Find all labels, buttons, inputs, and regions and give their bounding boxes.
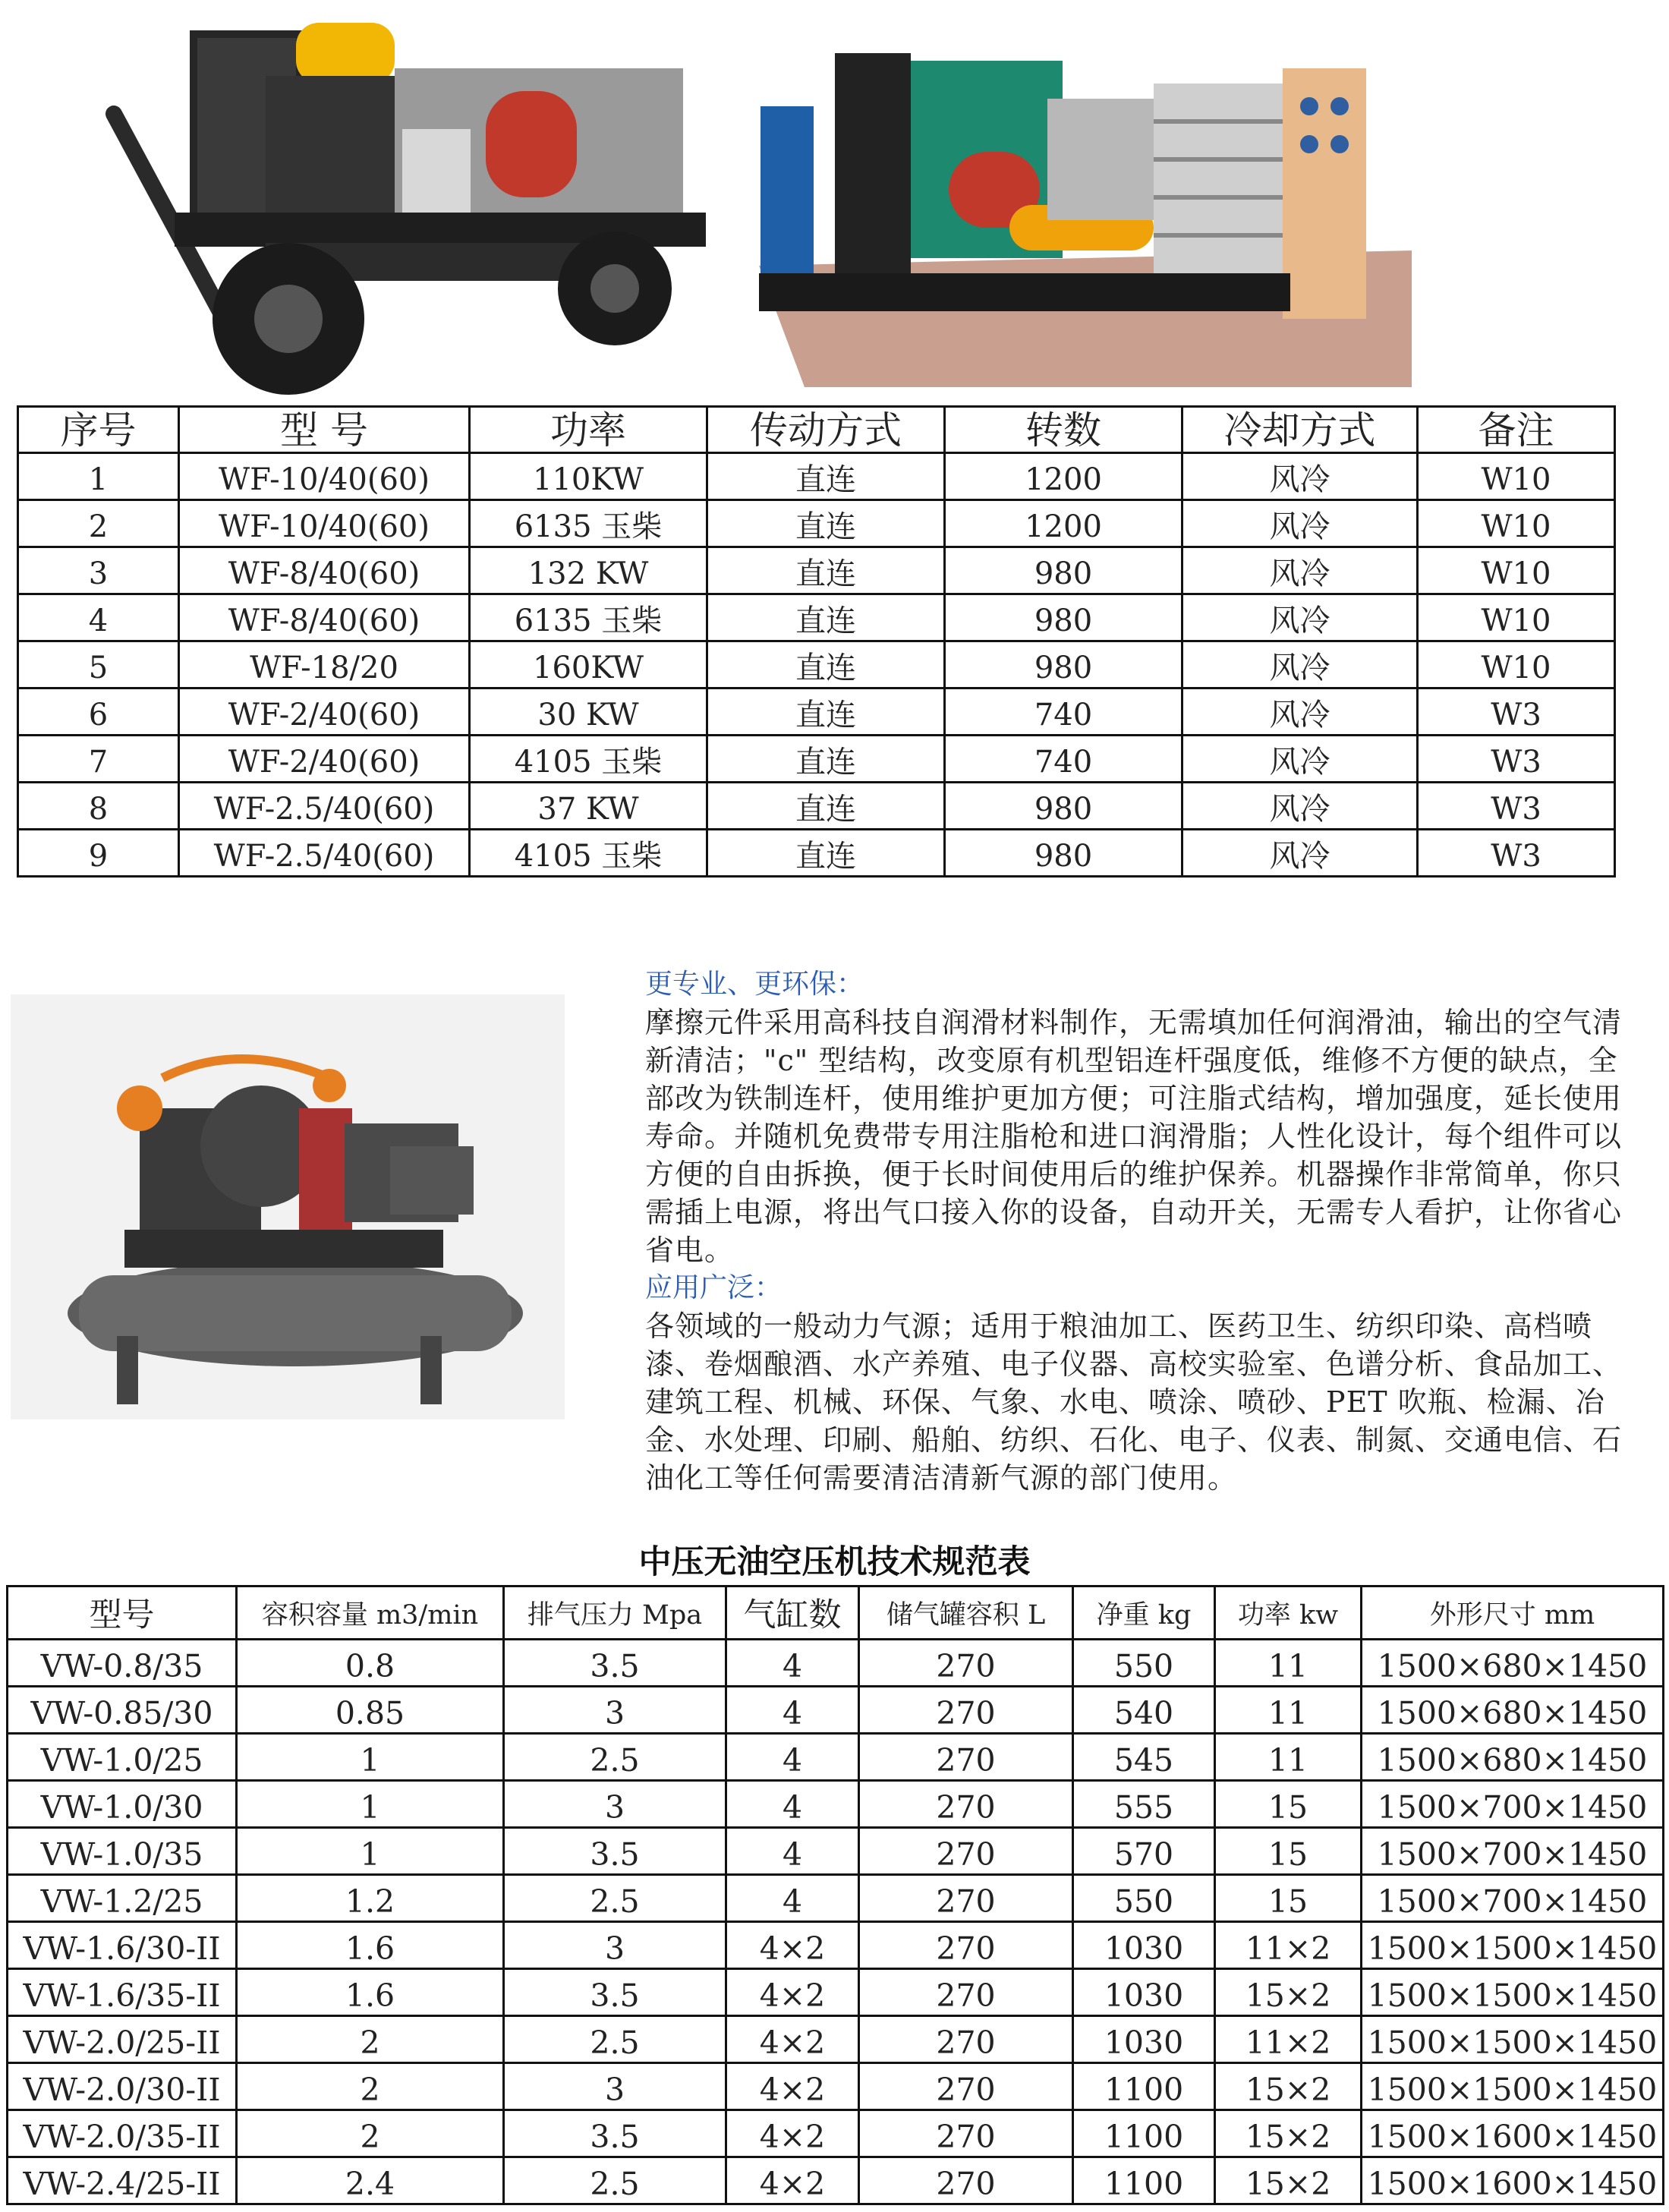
table-cell: 270 bbox=[859, 1687, 1073, 1734]
table-row bbox=[8, 2110, 1664, 2157]
trailer-compressor-photo bbox=[91, 15, 713, 402]
table-cell: 2.5 bbox=[504, 2016, 726, 2063]
table-cell: 1100 bbox=[1073, 2157, 1215, 2204]
table-cell: 30 KW bbox=[470, 688, 707, 736]
header-cell: 净重 kg bbox=[1073, 1587, 1215, 1640]
table-cell: VW-2.0/25-II bbox=[8, 2016, 237, 2063]
header-cell: 排气压力 Mpa bbox=[504, 1587, 726, 1640]
table-cell: 8 bbox=[18, 783, 179, 830]
table-cell: 风冷 bbox=[1182, 547, 1418, 594]
table-cell: 11×2 bbox=[1215, 2016, 1362, 2063]
table-cell: W10 bbox=[1418, 594, 1615, 641]
table-row bbox=[8, 1969, 1664, 2016]
table-cell: 4 bbox=[726, 1640, 859, 1687]
feature-section-title: 更专业、更环保： bbox=[645, 969, 864, 1000]
table-cell: 11 bbox=[1215, 1687, 1362, 1734]
table-cell: 风冷 bbox=[1182, 641, 1418, 688]
table-cell: 直连 bbox=[707, 736, 945, 783]
table-header-row bbox=[18, 407, 1615, 453]
table-cell: 11 bbox=[1215, 1640, 1362, 1687]
table-cell: 2 bbox=[237, 2016, 504, 2063]
table-cell: 3 bbox=[504, 2063, 726, 2110]
table-cell: 4×2 bbox=[726, 2016, 859, 2063]
header-cell: 容积容量 m3/min bbox=[237, 1587, 504, 1640]
table-cell: 550 bbox=[1073, 1640, 1215, 1687]
header-cell: 功率 kw bbox=[1215, 1587, 1362, 1640]
table-cell: WF-2/40(60) bbox=[179, 688, 470, 736]
table-cell: 270 bbox=[859, 1922, 1073, 1969]
table-cell: 1500×680×1450 bbox=[1362, 1640, 1664, 1687]
table-row bbox=[8, 1922, 1664, 1969]
table-row bbox=[8, 2016, 1664, 2063]
table-cell: 风冷 bbox=[1182, 594, 1418, 641]
table-cell: 270 bbox=[859, 2016, 1073, 2063]
table-cell: 1.6 bbox=[237, 1922, 504, 1969]
table-cell: 4 bbox=[726, 1828, 859, 1875]
table-cell: 6135 玉柴 bbox=[470, 500, 707, 547]
table-cell: 15×2 bbox=[1215, 2157, 1362, 2204]
header-cell: 备注 bbox=[1418, 407, 1615, 453]
table-cell: W10 bbox=[1418, 453, 1615, 500]
table-row bbox=[18, 547, 1615, 594]
table-cell: 0.8 bbox=[237, 1640, 504, 1687]
table-row bbox=[18, 641, 1615, 688]
table-cell: 15×2 bbox=[1215, 2110, 1362, 2157]
table-header-row bbox=[8, 1587, 1664, 1640]
table-cell: W3 bbox=[1418, 783, 1615, 830]
table-cell: 110KW bbox=[470, 453, 707, 500]
table-cell: 740 bbox=[945, 688, 1182, 736]
table-cell: 270 bbox=[859, 1640, 1073, 1687]
table-cell: 545 bbox=[1073, 1734, 1215, 1781]
header-cell: 功率 bbox=[470, 407, 707, 453]
table-row bbox=[8, 1828, 1664, 1875]
table-row bbox=[18, 453, 1615, 500]
table-cell: 3 bbox=[504, 1781, 726, 1828]
table-cell: 4105 玉柴 bbox=[470, 830, 707, 877]
table-cell: 4 bbox=[726, 1781, 859, 1828]
table-cell: 直连 bbox=[707, 453, 945, 500]
table-cell: 270 bbox=[859, 1781, 1073, 1828]
table-cell: 1200 bbox=[945, 453, 1182, 500]
table-cell: VW-1.6/35-II bbox=[8, 1969, 237, 2016]
table-cell: 1500×1500×1450 bbox=[1362, 2016, 1664, 2063]
header-cell: 储气罐容积 L bbox=[859, 1587, 1073, 1640]
table-cell: WF-10/40(60) bbox=[179, 453, 470, 500]
table-cell: 270 bbox=[859, 1875, 1073, 1922]
table-cell: 550 bbox=[1073, 1875, 1215, 1922]
header-cell: 外形尺寸 mm bbox=[1362, 1587, 1664, 1640]
table-cell: W3 bbox=[1418, 736, 1615, 783]
table-cell: 1 bbox=[237, 1828, 504, 1875]
table-cell: 4105 玉柴 bbox=[470, 736, 707, 783]
table-cell: 980 bbox=[945, 594, 1182, 641]
table-cell: 270 bbox=[859, 2110, 1073, 2157]
table-cell: 270 bbox=[859, 1828, 1073, 1875]
table-cell: 4 bbox=[726, 1875, 859, 1922]
table-cell: 2.4 bbox=[237, 2157, 504, 2204]
table-cell: 直连 bbox=[707, 783, 945, 830]
table-cell: 570 bbox=[1073, 1828, 1215, 1875]
table-cell: 3 bbox=[18, 547, 179, 594]
table-cell: 980 bbox=[945, 547, 1182, 594]
table-cell: 1500×1600×1450 bbox=[1362, 2157, 1664, 2204]
table-cell: 1.6 bbox=[237, 1969, 504, 2016]
table-cell: WF-18/20 bbox=[179, 641, 470, 688]
table-cell: 直连 bbox=[707, 500, 945, 547]
table-cell: 5 bbox=[18, 641, 179, 688]
table-cell: W10 bbox=[1418, 641, 1615, 688]
table-cell: 风冷 bbox=[1182, 830, 1418, 877]
table-cell: 9 bbox=[18, 830, 179, 877]
table-row bbox=[8, 2063, 1664, 2110]
table-cell: 3.5 bbox=[504, 1828, 726, 1875]
product-description bbox=[645, 966, 1624, 1497]
table-cell: 4×2 bbox=[726, 2063, 859, 2110]
table-cell: WF-8/40(60) bbox=[179, 547, 470, 594]
table-cell: 3 bbox=[504, 1687, 726, 1734]
table-cell: 270 bbox=[859, 1734, 1073, 1781]
table-cell: 15 bbox=[1215, 1781, 1362, 1828]
table-cell: WF-2.5/40(60) bbox=[179, 830, 470, 877]
table-cell: 1030 bbox=[1073, 2016, 1215, 2063]
table-cell: VW-1.6/30-II bbox=[8, 1922, 237, 1969]
header-cell: 型号 bbox=[8, 1587, 237, 1640]
table-cell: 直连 bbox=[707, 641, 945, 688]
table-cell: 270 bbox=[859, 1969, 1073, 2016]
header-cell: 传动方式 bbox=[707, 407, 945, 453]
table-row bbox=[8, 1640, 1664, 1687]
table-cell: 740 bbox=[945, 736, 1182, 783]
table-cell: 0.85 bbox=[237, 1687, 504, 1734]
table-cell: 风冷 bbox=[1182, 500, 1418, 547]
table-cell: 2 bbox=[237, 2063, 504, 2110]
table-cell: VW-1.0/25 bbox=[8, 1734, 237, 1781]
table-cell: W3 bbox=[1418, 688, 1615, 736]
table-row bbox=[8, 1781, 1664, 1828]
table-row bbox=[8, 1875, 1664, 1922]
table-cell: 4×2 bbox=[726, 1969, 859, 2016]
table-cell: 1030 bbox=[1073, 1922, 1215, 1969]
table-cell: 270 bbox=[859, 2063, 1073, 2110]
table-cell: WF-2/40(60) bbox=[179, 736, 470, 783]
table-cell: 1500×1500×1450 bbox=[1362, 1969, 1664, 2016]
table-cell: VW-1.2/25 bbox=[8, 1875, 237, 1922]
table-cell: 270 bbox=[859, 2157, 1073, 2204]
table-cell: 980 bbox=[945, 641, 1182, 688]
table-cell: VW-2.0/30-II bbox=[8, 2063, 237, 2110]
table-cell: 1500×680×1450 bbox=[1362, 1687, 1664, 1734]
table-cell: 2.5 bbox=[504, 1734, 726, 1781]
table-cell: 4 bbox=[726, 1687, 859, 1734]
table-cell: 风冷 bbox=[1182, 453, 1418, 500]
table-cell: 1 bbox=[237, 1781, 504, 1828]
table-cell: 直连 bbox=[707, 547, 945, 594]
diesel-compressor-spec-table bbox=[17, 405, 1616, 878]
table-row bbox=[18, 736, 1615, 783]
table-cell: 15 bbox=[1215, 1828, 1362, 1875]
table-cell: 风冷 bbox=[1182, 688, 1418, 736]
table-row bbox=[8, 1687, 1664, 1734]
table-cell: 3.5 bbox=[504, 2110, 726, 2157]
table-cell: 1500×700×1450 bbox=[1362, 1828, 1664, 1875]
table-cell: 风冷 bbox=[1182, 736, 1418, 783]
table-cell: 3.5 bbox=[504, 1640, 726, 1687]
table-cell: 直连 bbox=[707, 688, 945, 736]
table-cell: 15×2 bbox=[1215, 2063, 1362, 2110]
table-cell: VW-0.8/35 bbox=[8, 1640, 237, 1687]
table-cell: 555 bbox=[1073, 1781, 1215, 1828]
table-cell: VW-1.0/30 bbox=[8, 1781, 237, 1828]
table-row bbox=[18, 500, 1615, 547]
oil-free-compressor-photo bbox=[11, 994, 565, 1420]
table-cell: 2.5 bbox=[504, 2157, 726, 2204]
table-cell: 540 bbox=[1073, 1687, 1215, 1734]
header-cell: 转数 bbox=[945, 407, 1182, 453]
table-row bbox=[18, 594, 1615, 641]
table-row bbox=[8, 1734, 1664, 1781]
table-cell: 1500×700×1450 bbox=[1362, 1781, 1664, 1828]
table-cell: 直连 bbox=[707, 830, 945, 877]
application-section-title: 应用广泛： bbox=[645, 1272, 783, 1303]
table-cell: 2 bbox=[18, 500, 179, 547]
table-cell: 4 bbox=[18, 594, 179, 641]
table-cell: 3.5 bbox=[504, 1969, 726, 2016]
table-cell: 4×2 bbox=[726, 1922, 859, 1969]
table-cell: 6 bbox=[18, 688, 179, 736]
table-cell: 2 bbox=[237, 2110, 504, 2157]
table-cell: 2.5 bbox=[504, 1875, 726, 1922]
table-cell: VW-2.4/25-II bbox=[8, 2157, 237, 2204]
table-cell: 1 bbox=[18, 453, 179, 500]
table-cell: W10 bbox=[1418, 500, 1615, 547]
table-cell: 160KW bbox=[470, 641, 707, 688]
table-cell: 4 bbox=[726, 1734, 859, 1781]
table-cell: 980 bbox=[945, 783, 1182, 830]
table-cell: 7 bbox=[18, 736, 179, 783]
header-cell: 型 号 bbox=[179, 407, 470, 453]
table-cell: 1 bbox=[237, 1734, 504, 1781]
table-cell: 1100 bbox=[1073, 2110, 1215, 2157]
table-row bbox=[18, 783, 1615, 830]
application-section-body: 各领域的一般动力气源；适用于粮油加工、医药卫生、纺织印染、高档喷漆、卷烟酿酒、水产养殖、电子仪器、高校实验室、色谱分析、食品加工、建筑工程、机械、环保、气象、水电、喷涂、喷砂、PET 吹瓶、检漏、冶金、水处理、印刷、船舶、纺织、石化、电子、仪表、制氮、交通电信、石油化工等任何需要清洁清新气源的部门使用。 bbox=[645, 1309, 1623, 1495]
table-cell: WF-2.5/40(60) bbox=[179, 783, 470, 830]
table-cell: 1500×700×1450 bbox=[1362, 1875, 1664, 1922]
table-cell: 1500×1500×1450 bbox=[1362, 1922, 1664, 1969]
table-cell: 11×2 bbox=[1215, 1922, 1362, 1969]
table-cell: W10 bbox=[1418, 547, 1615, 594]
table-row bbox=[18, 688, 1615, 736]
table-cell: 15×2 bbox=[1215, 1969, 1362, 2016]
table-cell: 直连 bbox=[707, 594, 945, 641]
table-cell: 4×2 bbox=[726, 2157, 859, 2204]
table-cell: 15 bbox=[1215, 1875, 1362, 1922]
table-cell: VW-0.85/30 bbox=[8, 1687, 237, 1734]
table-cell: 4×2 bbox=[726, 2110, 859, 2157]
skid-compressor-photo bbox=[759, 23, 1412, 387]
table-cell: 1500×680×1450 bbox=[1362, 1734, 1664, 1781]
table-cell: W3 bbox=[1418, 830, 1615, 877]
table-cell: 6135 玉柴 bbox=[470, 594, 707, 641]
header-cell: 冷却方式 bbox=[1182, 407, 1418, 453]
oil-free-compressor-spec-table bbox=[6, 1585, 1664, 2205]
header-cell: 气缸数 bbox=[726, 1587, 859, 1640]
spec-table-title: 中压无油空压机技术规范表 bbox=[638, 1543, 1031, 1581]
table-cell: 11 bbox=[1215, 1734, 1362, 1781]
table-cell: 1500×1600×1450 bbox=[1362, 2110, 1664, 2157]
table-cell: WF-10/40(60) bbox=[179, 500, 470, 547]
table-cell: 132 KW bbox=[470, 547, 707, 594]
table-row bbox=[18, 830, 1615, 877]
table-row bbox=[8, 2157, 1664, 2204]
table-cell: 1200 bbox=[945, 500, 1182, 547]
table-cell: 980 bbox=[945, 830, 1182, 877]
header-cell: 序号 bbox=[18, 407, 179, 453]
table-cell: 1100 bbox=[1073, 2063, 1215, 2110]
table-cell: 风冷 bbox=[1182, 783, 1418, 830]
table-cell: 1500×1500×1450 bbox=[1362, 2063, 1664, 2110]
table-cell: 1.2 bbox=[237, 1875, 504, 1922]
table-cell: 3 bbox=[504, 1922, 726, 1969]
table-cell: 1030 bbox=[1073, 1969, 1215, 2016]
table-cell: VW-1.0/35 bbox=[8, 1828, 237, 1875]
table-cell: 37 KW bbox=[470, 783, 707, 830]
feature-section-body: 摩擦元件采用高科技自润滑材料制作，无需填加任何润滑油，输出的空气清新清洁；"c" 型结构，改变原有机型铝连杆强度低，维修不方便的缺点，全部改为铁制连杆，使用维护更加方便；可注脂式结构，增加强度，延长使用寿命。并随机免费带专用注脂枪和进口润滑脂；人性化设计，每个组件可以方便的自由拆换，便于长时间使用后的维护保养。机器操作非常简单，你只需插上电源，将出气口接入你的设备，自动开关，无需专人看护，让你省心省电。 bbox=[645, 1006, 1623, 1267]
table-cell: VW-2.0/35-II bbox=[8, 2110, 237, 2157]
table-cell: WF-8/40(60) bbox=[179, 594, 470, 641]
